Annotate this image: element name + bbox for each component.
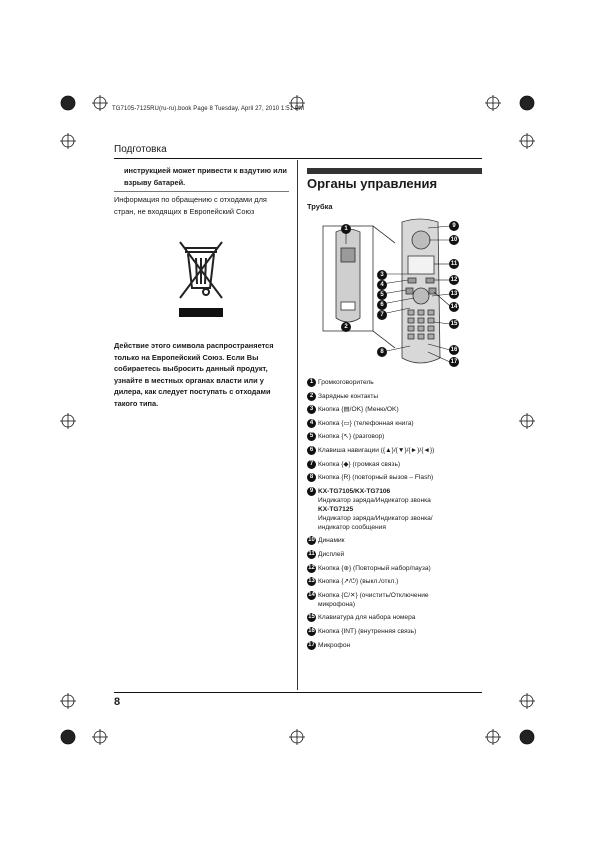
callout-5: 5 (377, 290, 387, 300)
list-item: 16 Кнопка {INT} (внутренняя связь) (308, 627, 417, 635)
list-item: 4 Кнопка {▭} (телефонная книга) (307, 419, 482, 428)
callout-13: 13 (450, 291, 458, 297)
footer-rule (114, 692, 482, 693)
top-note: инструкцией может привести к вздутию или взрыву батарей. (124, 166, 287, 187)
list-item: 3 Кнопка {▤/OK} (Меню/OK) (307, 405, 482, 414)
page-number: 8 (114, 696, 121, 708)
list-item: 13 Кнопка {↗/⏻} (выкл./откл.) (308, 578, 399, 586)
page-title: Органы управления (307, 176, 438, 191)
callout-10: 10 (450, 237, 458, 243)
weee-crossed-bin-icon (176, 236, 236, 321)
callout-3: 3 (377, 270, 387, 280)
section-title: Подготовка (114, 144, 167, 155)
callout-16: 16 (450, 347, 458, 353)
header-rule (114, 158, 482, 159)
list-item: 1 Громкоговоритель (307, 378, 482, 387)
callout-15: 15 (450, 321, 458, 327)
list-item: 6 Клавиша навигации ({▲}/{▼}/{►}/{◄}) (307, 446, 482, 455)
callout-2: 2 (341, 322, 351, 332)
callout-12: 12 (450, 277, 458, 283)
list-item: 2 Зарядные контакты (307, 392, 482, 401)
file-info: TG7105-7125RU(ru-ru).book Page 8 Tuesday, April 27, 2010 1:51 PM (112, 106, 305, 112)
list-item: 7 Кнопка {◆} (громкая связь) (307, 460, 482, 469)
eu-info-heading: Информация по обращению с отходами для стран, не входящих в Европейский Союз (114, 195, 267, 216)
list-item: 15 Клавиатура для набора номера (308, 614, 416, 622)
list-item: 5 Кнопка {↖} (разговор) (307, 432, 482, 441)
title-bar (307, 168, 482, 174)
eu-symbol-text: Действие этого символа распространяется только на Европейский Союз. Если Вы собираетесь выбросить данный продукт, узнайте в местных органах власти или у дилера, как следует поступать с отходами такого типа. (114, 341, 274, 408)
list-item: 9 KX-TG7105/KX-TG7106 Индикатор заряда/Индикатор звонка KX-TG7125 Индикатор заряда/Индикатор звонка/ индикатор сообщения (307, 487, 482, 532)
callout-4: 4 (377, 280, 387, 290)
subtitle: Трубка (307, 202, 333, 211)
column-divider (297, 160, 298, 690)
callout-11: 11 (450, 261, 458, 267)
list-item: 17 Микрофон (308, 641, 351, 649)
callout-7: 7 (377, 310, 387, 320)
callout-8: 8 (377, 347, 387, 357)
parts-list (307, 378, 482, 654)
callout-6: 6 (377, 300, 387, 310)
left-rule (114, 191, 289, 192)
list-item: 8 Кнопка {R} (повторный вызов – Flash) (307, 473, 482, 482)
callout-14: 14 (450, 304, 458, 310)
callout-17: 17 (450, 359, 458, 365)
list-item: 14 Кнопка {C/✕} (очистить/Отключение микрофона) (308, 591, 429, 608)
list-item: 12 Кнопка {⊕} (Повторный набор/пауза) (308, 564, 431, 572)
callout-1: 1 (341, 224, 351, 234)
list-item: 11 Дисплей (308, 550, 345, 558)
list-item: 10 Динамик (308, 537, 345, 545)
callout-9: 9 (449, 221, 459, 231)
